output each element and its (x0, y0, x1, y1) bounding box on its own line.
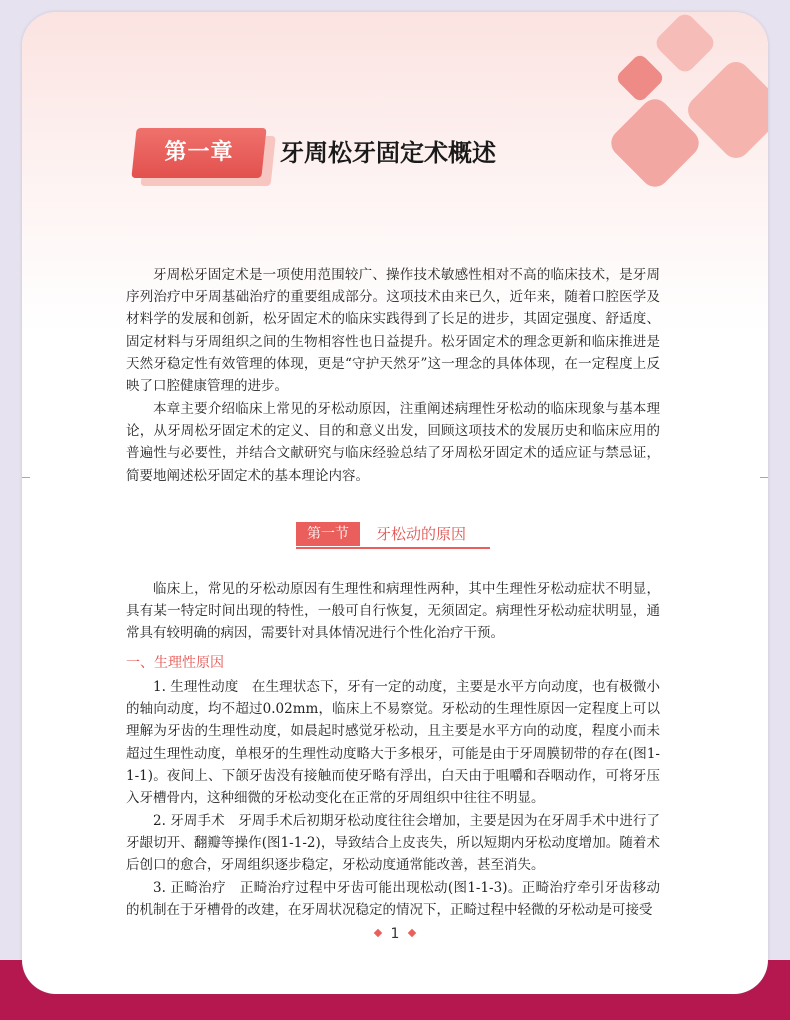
page-dot-right (408, 929, 416, 937)
intro-paragraph-2: 本章主要介绍临床上常见的牙松动原因，注重阐述病理性牙松动的临床现象与基本理论，从牙周松牙固定术的定义、目的和意义出发，回顾这项技术的发展历史和临床应用的普遍性与必要性，并结合文献研究与临床经验总结了牙周松牙固定术的适应证与禁忌证，简要地阐述松牙固定术的基本理论内容。 (126, 401, 660, 484)
item-periodontal-surgery: 2. 牙周手术 牙周手术后初期牙松动度往往会增加，主要是因为在牙周手术中进行了牙龈切开、翻瓣等操作(图1-1-2)，导致结合上皮丧失，所以短期内牙松动度增加。随着术后创口的愈合，牙周组织逐步稳定，牙松动度通常能改善，甚至消失。 (126, 813, 660, 874)
item-orthodontic-treatment: 3. 正畸治疗 正畸治疗过程中牙齿可能出现松动(图1-1-3)。正畸治疗牵引牙齿移动的机制在于牙槽骨的改建，在牙周状况稳定的情况下，正畸过程中轻微的牙松动是可接受 (126, 880, 660, 919)
page-dot-left (373, 929, 381, 937)
chapter-title: 牙周松牙固定术概述 (280, 139, 496, 167)
subheading-physiological: 一、生理性原因 (126, 655, 224, 671)
section-underline (296, 547, 490, 549)
item-physiological-mobility: 1. 生理性动度 在生理状态下，牙有一定的动度，主要是水平方向动度，也有极微小的轴向动度，均不超过0.02mm，临床上不易察觉。牙松动的生理性原因一定程度上可以理解为牙齿的生理性动度，如晨起时感觉牙松动，且主要是水平方向的动度，程度小而未超过生理性动度，单根牙的生理性动度略大于多根牙，可能是由于牙周膜韧带的存在(图1-1-1)。夜间上、下颌牙齿没有接触而使牙略有浮出，白天由于咀嚼和吞咽动作，可将牙压入牙槽骨内，这种细微的牙松动变化在正常的牙周组织中往往不明显。 (126, 679, 660, 807)
page-number: 1 (390, 926, 400, 942)
chapter-label: 第一章 (164, 140, 234, 165)
edge-tick-right (760, 477, 768, 478)
page-card (22, 12, 768, 994)
intro-paragraph-1: 牙周松牙固定术是一项使用范围较广、操作技术敏感性相对不高的临床技术，是牙周序列治疗中牙周基础治疗的重要组成部分。这项技术由来已久，近年来，随着口腔医学及材料学的发展和创新，松牙固定术的临床实践得到了长足的进步，其固定强度、舒适度、固定材料与牙周组织之间的生物相容性也日益提升。松牙固定术的理念更新和临床推进是天然牙稳定性有效管理的体现，更是“守护天然牙”这一理念的具体体现，在一定程度上反映了口腔健康管理的进步。 (126, 267, 660, 395)
section-badge: 第一节 (296, 522, 360, 546)
edge-tick-left (22, 477, 30, 478)
section-intro-paragraph: 临床上，常见的牙松动原因有生理性和病理性两种，其中生理性牙松动症状不明显，具有某一特定时间出现的特性，一般可自行恢复，无须固定。病理性牙松动症状明显，通常具有较明确的病因，需要针对具体情况进行个性化治疗干预。 (126, 581, 660, 642)
section-title: 牙松动的原因 (376, 525, 467, 543)
page-footer (22, 926, 768, 942)
